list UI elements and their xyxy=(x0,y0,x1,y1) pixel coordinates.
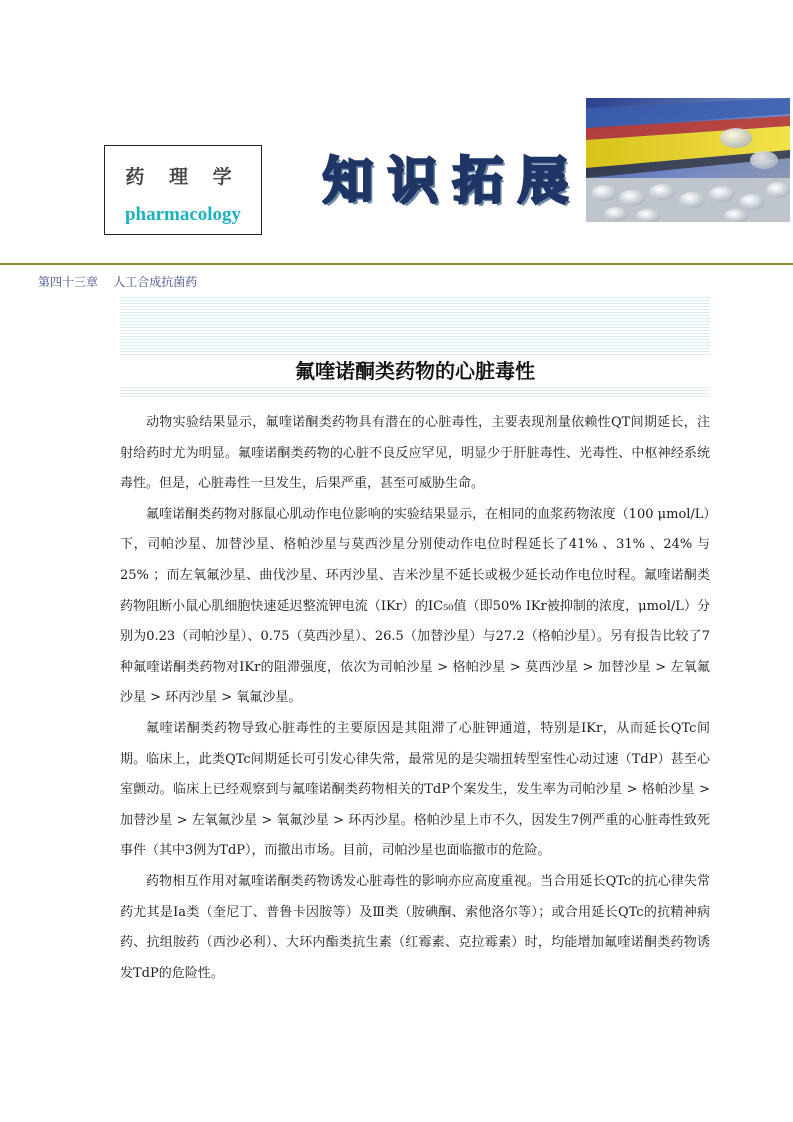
medicine-photo-icon xyxy=(586,98,790,222)
article-title: 氟喹诺酮类药物的心脏毒性 xyxy=(120,356,710,386)
article-body xyxy=(120,408,710,989)
banner-char-4: 展 xyxy=(518,152,568,210)
paragraph-3: 氟喹诺酮类药物导致心脏毒性的主要原因是其阻滞了心脏钾通道，特别是IKr，从而延长QTc间期。临床上，此类QTc间期延长可引发心律失常，最常见的是尖端扭转型室性心动过速（TdP）甚至心室颤动。临床上已经观察到与氟喹诺酮类药物相关的TdP个案发生，发生率为司帕沙星 > 格帕沙星 > 加替沙星 > 左氧氟沙星 > 氧氟沙星 > 环丙沙星。格帕沙星上市不久，因发生7例严重的心脏毒性致死事件（其中3例为TdP），而撤出市场。目前，司帕沙星也面临撤市的危险。 xyxy=(120,720,710,859)
banner-char-3: 拓 xyxy=(453,152,503,210)
banner-title-knowledge-extension xyxy=(323,150,568,212)
chapter-heading: 第四十三章 人工合成抗菌药 xyxy=(38,275,198,289)
banner-char-2: 识 xyxy=(388,152,438,210)
logo-english-text: pharmacology xyxy=(124,204,242,225)
pharmacology-logo-box xyxy=(104,145,262,235)
paragraph-4: 药物相互作用对氟喹诺酮类药物诱发心脏毒性的影响亦应高度重视。当合用延长QTc的抗心律失常药尤其是Ia类（奎尼丁、普鲁卡因胺等）及Ⅲ类（胺碘酮、索他洛尔等）；或合用延长QTc的抗精神病药、抗组胺药（西沙必利）、大环内酯类抗生素（红霉素、克拉霉素）时，均能增加氟喹诺酮类药物诱发TdP的危险性。 xyxy=(120,873,710,981)
header-divider xyxy=(0,263,793,265)
paragraph-2: 氟喹诺酮类药物对豚鼠心肌动作电位影响的实验结果显示，在相同的血浆药物浓度（100 μmol/L）下，司帕沙星、加替沙星、格帕沙星与莫西沙星分别使动作电位时程延长了41% 、31% 、24% 与25% ；而左氧氟沙星、曲伐沙星、环丙沙星、吉米沙星不延长或极少延长动作电位时程。氟喹诺酮类药物阻断小鼠心肌细胞快速延迟整流钾电流（IKr）的IC₅₀值（即50% IKr被抑制的浓度，μmol/L）分别为0.23（司帕沙星）、0.75（莫西沙星）、26.5（加替沙星）与27.2（格帕沙星）。另有报告比较了7种氟喹诺酮类药物对IKr的阻滞强度，依次为司帕沙星 > 格帕沙星 > 莫西沙星 > 加替沙星 > 左氧氟沙星 > 环丙沙星 > 氧氟沙星。 xyxy=(120,506,710,706)
banner-char-1: 知 xyxy=(323,152,373,210)
paragraph-1: 动物实验结果显示，氟喹诺酮类药物具有潜在的心脏毒性，主要表现剂量依赖性QT间期延长，注射给药时尤为明显。氟喹诺酮类药物的心脏不良反应罕见，明显少于肝脏毒性、光毒性、中枢神经系统毒性。但是，心脏毒性一旦发生，后果严重，甚至可威胁生命。 xyxy=(120,415,710,492)
logo-chinese-text: 药 理 学 xyxy=(125,166,241,188)
